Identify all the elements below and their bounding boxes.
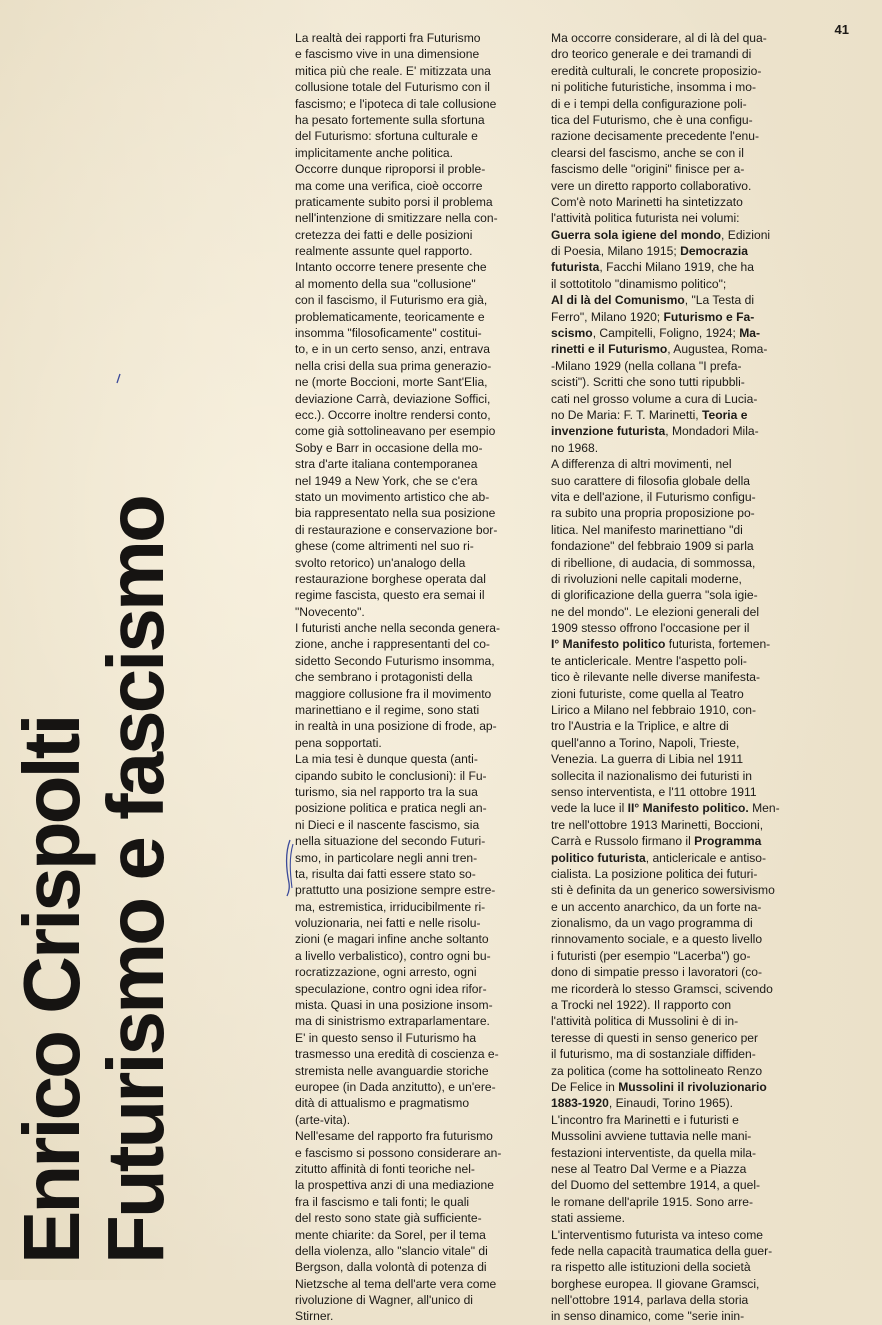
middle-column-line: Soby e Barr in occasione della mo- [295, 440, 483, 455]
middle-column-line: I futuristi anche nella seconda genera- [295, 621, 501, 636]
right-column-line: Com'è noto Marinetti ha sintetizzato [551, 194, 743, 209]
right-column-line: Guerra sola igiene del mondo, Edizioni [551, 227, 771, 242]
middle-column-line: zitutto affinità di fonti teoriche nel- [295, 1161, 475, 1176]
middle-column-line: Intanto occorre tenere presente che [295, 260, 487, 275]
right-column-line: l'attività politica di Mussolini è di in- [551, 1014, 739, 1029]
right-column-line: I° Manifesto politico futurista, fortemen- [551, 637, 771, 652]
right-column-line: di e i tempi della configurazione poli- [551, 96, 747, 111]
right-column-line: L'interventismo futurista va inteso come [551, 1227, 764, 1242]
right-column-line: vede la luce il II° Manifesto politico. Men- [551, 801, 780, 816]
middle-column-line: mista. Quasi in una posizione insom- [295, 998, 493, 1013]
right-column-line: di ribellione, di audacia, di sommossa, [551, 555, 756, 570]
right-column-line: festazioni interventiste, da quella mila- [551, 1145, 757, 1160]
middle-column-line: del Futurismo: sfortuna culturale e [295, 129, 478, 144]
right-column-line: te anticlericale. Mentre l'aspetto poli- [551, 653, 747, 668]
middle-column-line: ecc.). Occorre inoltre rendersi conto, [295, 407, 491, 422]
vertical-title [7, 497, 180, 1264]
middle-column-line: come già sottolineavano per esempio [295, 424, 496, 439]
right-column-line: ra rispetto alle istituzioni della società [551, 1260, 751, 1275]
middle-column-line: deviazione Carrà, deviazione Soffici, [295, 391, 491, 406]
middle-column-line: zioni (e magari infine anche soltanto [295, 932, 489, 947]
middle-column-line: cipando subito le conclusioni): il Fu- [295, 768, 487, 783]
middle-column-line: della violenza, allo "slancio vitale" di [295, 1243, 488, 1258]
right-column-line: tica del Futurismo, che è una configu- [551, 112, 753, 127]
right-column-line: a Trocki nel 1922). Il rapporto con [551, 998, 732, 1013]
middle-column-line: cretezza dei fatti e delle posizioni [295, 227, 473, 242]
pen-mark-icon [115, 372, 123, 384]
right-column-line: -Milano 1929 (nella collana "I prefa- [551, 358, 742, 373]
middle-column-line: con il fascismo, il Futurismo era già, [295, 293, 488, 308]
right-column-line: Ma occorre considerare, al di là del qua- [551, 31, 767, 45]
right-column-line: nese al Teatro Dal Verme e a Piazza [551, 1161, 747, 1176]
right-column-line: tro l'Austria e la Triplice, e altre di [551, 719, 729, 734]
right-column-line: 1909 stesso offrono l'occasione per il [551, 621, 750, 636]
middle-column-line: Occorre dunque riproporsi il proble- [295, 162, 486, 177]
right-column-line: di glorificazione della guerra "sola igie- [551, 588, 758, 603]
middle-column-line: ma, estremistica, irriducibilmente ri- [295, 899, 486, 914]
right-column-line: sti è definita da un generico sowersivismo [551, 883, 775, 898]
right-column-line: teresse di questi in senso generico per [551, 1030, 759, 1045]
right-column-line: le romane dell'aprile 1915. Sono arre- [551, 1194, 753, 1209]
right-column-line: e un accento anarchico, da un forte na- [551, 899, 762, 914]
right-column-line: vita e dell'azione, il Futurismo configu- [551, 489, 756, 504]
middle-column-line: nella crisi della sua prima generazio- [295, 358, 492, 373]
middle-column-line: Bergson, dalla volontà di potenza di [295, 1260, 487, 1275]
middle-column-line: Stirner. [295, 1309, 334, 1324]
middle-column-line: realmente assunte quel rapporto. [295, 244, 473, 259]
middle-column-line: nella situazione del secondo Futuri- [295, 834, 486, 849]
right-column-line: stati assieme. [551, 1211, 625, 1226]
right-column-line: dono di simpatie presso i lavoratori (co- [551, 965, 763, 980]
right-column-line: in senso dinamico, come "serie inin- [551, 1309, 745, 1324]
right-column-line: ra subito una propria proposizione po- [551, 506, 755, 521]
right-column-line: scisti"). Scritti che sono tutti ripubbli- [551, 375, 745, 390]
right-column-line: scismo, Campitelli, Foligno, 1924; Ma- [551, 326, 761, 341]
right-column-line: dro teorico generale e dei tramandi di [551, 47, 752, 62]
right-column-line: sollecita il nazionalismo dei futuristi in [551, 768, 752, 783]
middle-column-line: fra il fascismo e tali fonti; le quali [295, 1194, 470, 1209]
middle-column-line: La mia tesi è dunque questa (anti- [295, 752, 478, 767]
right-column-line: quell'anno a Torino, Napoli, Trieste, [551, 735, 740, 750]
right-column-line: invenzione futurista, Mondadori Mila- [551, 424, 759, 439]
right-column-line: L'incontro fra Marinetti e i futuristi e [551, 1112, 739, 1127]
page-number: 41 [834, 22, 849, 37]
middle-column-line: maggiore collusione fra il movimento [295, 686, 492, 701]
middle-column-line: ha pesato fortemente sulla sfortuna [295, 112, 485, 127]
text-column-middle [295, 30, 551, 1325]
middle-column-line: (arte-vita). [295, 1112, 351, 1127]
right-column-line: no De Maria: F. T. Marinetti, Teoria e [551, 407, 748, 422]
middle-column-line: problematicamente, teoricamente e [295, 309, 485, 324]
middle-column-line: implicitamente anche politica. [295, 145, 453, 160]
right-column-line: Ferro", Milano 1920; Futurismo e Fa- [551, 309, 755, 324]
middle-column-line: ni Dieci e il nascente fascismo, sia [295, 817, 480, 832]
middle-column-line: sidetto Secondo Futurismo insomma, [295, 653, 495, 668]
middle-column-line: mitica più che reale. E' mitizzata una [295, 63, 491, 78]
text-column-right [551, 30, 803, 1325]
right-column-line: vere un diretto rapporto collaborativo. [551, 178, 752, 193]
right-column-line: Lirico a Milano nel febbraio 1910, con- [551, 703, 757, 718]
right-column-line: cialista. La posizione politica dei futuri- [551, 866, 758, 881]
middle-column-line: posizione politica e pratica negli an- [295, 801, 487, 816]
middle-column-line: ta, risulta dai fatti essere stato so- [295, 866, 476, 881]
right-column-line: tico è rilevante nelle diverse manifesta- [551, 670, 761, 685]
middle-column-line: pena sopportati. [295, 735, 382, 750]
right-column-line: zioni futuriste, come quella al Teatro [551, 686, 744, 701]
right-column-line: nell'ottobre 1914, parlava della storia [551, 1293, 749, 1308]
middle-column-line: praticamente subito porsi il problema [295, 194, 493, 209]
right-column-line: fede nella capacità traumatica della guer- [551, 1243, 773, 1258]
right-column-line: rinnovamento sociale, e a questo livello [551, 932, 763, 947]
middle-column-line: al momento della sua "collusione" [295, 276, 476, 291]
middle-column-line: regime fascista, questo era semai il [295, 588, 485, 603]
middle-column-line: zione, anche i rappresentanti del co- [295, 637, 490, 652]
right-column-line: politico futurista, anticlericale e antiso- [551, 850, 767, 865]
right-column-line: Al di là del Comunismo, "La Testa di [551, 293, 755, 308]
right-column-line: me ricorderà lo stesso Gramsci, scivendo [551, 981, 773, 996]
right-column-line: no 1968. [551, 440, 599, 455]
right-column-line: A differenza di altri movimenti, nel [551, 457, 732, 472]
middle-column-line: Nell'esame del rapporto fra futurismo [295, 1129, 493, 1144]
right-column-line: eredità culturali, le concrete proposizio- [551, 63, 762, 78]
right-column-line: l'attività politica futurista nei volumi: [551, 211, 740, 226]
right-column-line: Mussolini avviene tuttavia nelle mani- [551, 1129, 752, 1144]
middle-column-line: prattutto una posizione sempre estre- [295, 883, 496, 898]
right-column-line: fondazione" del febbraio 1909 si parla [551, 539, 754, 554]
middle-column-line: Nietzsche al tema dell'arte vera come [295, 1276, 497, 1291]
right-column-line: De Felice in Mussolini il rivoluzionario [551, 1080, 767, 1094]
middle-column-line: speculazione, contro ogni idea rifor- [295, 981, 487, 996]
right-column-line: di Poesia, Milano 1915; Democrazia [551, 244, 748, 259]
right-column-line: 1883-1920, Einaudi, Torino 1965). [551, 1096, 733, 1111]
right-column-line: di rivoluzioni nelle capitali moderne, [551, 571, 742, 586]
middle-column-line: nel 1949 a New York, che se c'era [295, 473, 478, 488]
middle-column-line: turismo, sia nel rapporto tra la sua [295, 784, 478, 799]
middle-column-line: europee (in Dada anzitutto), e un'ere- [295, 1080, 496, 1094]
right-column-line: litica. Nel manifesto marinettiano "di [551, 522, 743, 537]
middle-column-line: e fascismo si possono considerare an- [295, 1145, 502, 1160]
middle-column-line: stato un movimento artistico che ab- [295, 489, 490, 504]
right-column-line: del Duomo del settembre 1914, a quel- [551, 1178, 761, 1193]
middle-column-line: rocratizzazione, ogni arresto, ogni [295, 965, 477, 980]
middle-column-line: trasmesso una eredità di coscienza e- [295, 1047, 499, 1062]
author-name: Enrico Crispolti [7, 716, 96, 1264]
middle-column-line: stremista nelle avanguardie storiche [295, 1063, 489, 1078]
middle-column-line: bia rappresentato nella sua posizione [295, 506, 496, 521]
middle-column-line: ghese (come altrimenti nel suo ri- [295, 539, 474, 554]
right-column-line: tre nell'ottobre 1913 Marinetti, Boccioni, [551, 817, 764, 832]
middle-column-line: E' in questo senso il Futurismo ha [295, 1030, 477, 1045]
middle-column-line: La realtà dei rapporti fra Futurismo [295, 31, 481, 45]
middle-column-line: che sembrano i protagonisti della [295, 670, 473, 685]
middle-column-line: fascismo; e l'ipoteca di tale collusione [295, 96, 497, 111]
middle-column-line: ma di sinistrismo extraparlamentare. [295, 1014, 490, 1029]
right-column-line: i futuristi (per esempio "Lacerba") go- [551, 948, 751, 963]
right-column-line: rinetti e il Futurismo, Augustea, Roma- [551, 342, 768, 357]
right-column-line: Venezia. La guerra di Libia nel 1911 [551, 752, 744, 767]
right-column-line: zionalismo, da un vago programma di [551, 916, 753, 931]
middle-column-line: di restaurazione e conservazione bor- [295, 522, 498, 537]
middle-column-line: mente chiarite: da Sorel, per il tema [295, 1227, 486, 1242]
middle-column-line: voluzionaria, nei fatti e nelle risolu- [295, 916, 481, 931]
right-column-line: fascismo delle "origini" finisce per a- [551, 162, 745, 177]
right-column-line: Carrà e Russolo firmano il Programma [551, 834, 762, 849]
middle-column-line: stra d'arte italiana contemporanea [295, 457, 478, 472]
middle-column-line: ne (morte Boccioni, morte Sant'Elia, [295, 375, 488, 390]
right-column-line: futurista, Facchi Milano 1919, che ha [551, 260, 754, 275]
middle-column-line: marinettiano e il regime, sono stati [295, 703, 480, 718]
right-column-line: razione decisamente precedente l'enu- [551, 129, 760, 144]
margin-annotation-icon [281, 838, 295, 898]
right-column-line: il sottotitolo "dinamismo politico"; [551, 276, 727, 291]
middle-column-line: to, e in un certo senso, anzi, entrava [295, 342, 490, 357]
right-column-line: cati nel grosso volume a cura di Lucia- [551, 391, 758, 406]
right-column-line: suo carattere di filosofia globale della [551, 473, 750, 488]
right-column-line: ni politiche futuristiche, insomma i mo- [551, 80, 756, 95]
right-column-line: clearsi del fascismo, anche se con il [551, 145, 744, 160]
middle-column-line: smo, in particolare negli anni tren- [295, 850, 478, 865]
middle-column-line: restaurazione borghese operata dal [295, 571, 486, 586]
middle-column-line: ma come una verifica, cioè occorre [295, 178, 483, 193]
article-title: Futurismo e fascismo [91, 497, 180, 1264]
right-column-line: ne del mondo". Le elezioni generali del [551, 604, 760, 619]
right-column-line: il futurismo, ma di sostanziale diffiden- [551, 1047, 756, 1062]
middle-column-line: a livello verbalistico), contro ogni bu- [295, 948, 491, 963]
middle-column-line: nell'intenzione di smitizzare nella con- [295, 211, 498, 226]
middle-column-line: dità di attualismo e pragmatismo [295, 1096, 470, 1111]
middle-column-line: collusione totale del Futurismo con il [295, 80, 490, 95]
middle-column-line: svolto retorico) un'analogo della [295, 555, 466, 570]
middle-column-line: rivoluzione di Wagner, all'unico di [295, 1293, 473, 1308]
middle-column-line: la prospettiva anzi di una mediazione [295, 1178, 494, 1193]
middle-column-line: e fascismo vive in una dimensione [295, 47, 480, 62]
middle-column-line: "Novecento". [295, 604, 365, 619]
right-column-line: senso interventista, e l'11 ottobre 1911 [551, 784, 757, 799]
right-column-line: za politica (come ha sottolineato Renzo [551, 1063, 763, 1078]
middle-column-line: insomma "filosoficamente" costitui- [295, 326, 482, 341]
middle-column-line: in realtà in una posizione di frode, ap- [295, 719, 497, 734]
middle-column-line: del resto sono state già sufficiente- [295, 1211, 482, 1226]
right-column-line: borghese europea. Il giovane Gramsci, [551, 1276, 760, 1291]
